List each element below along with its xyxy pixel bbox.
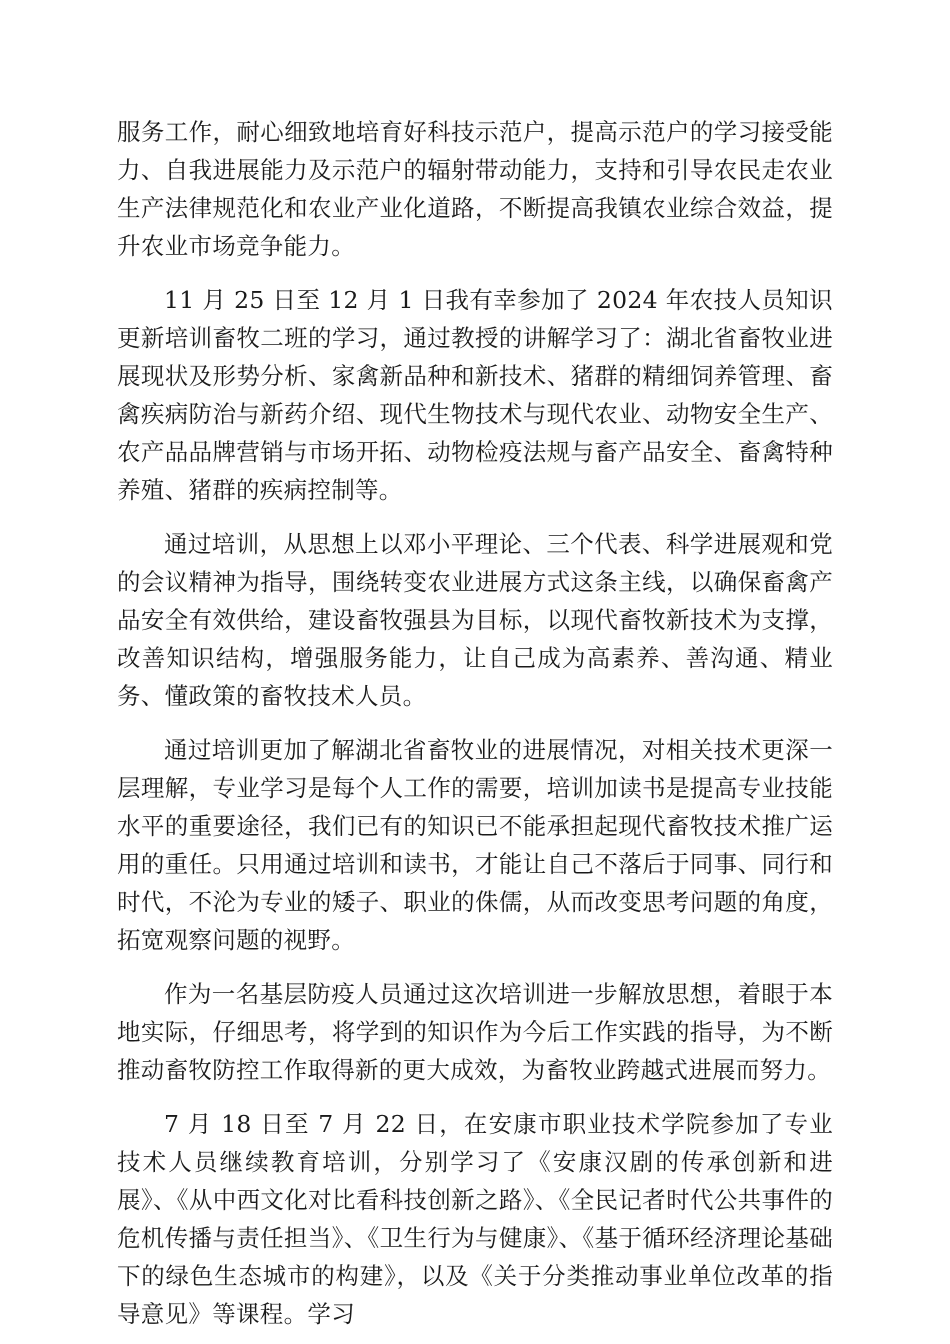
paragraph-grassroots-role: 作为一名基层防疫人员通过这次培训进一步解放思想，着眼于本地实际，仔细思考，将学到的知识作为今后工作实践的指导，为不断推动畜牧防控工作取得新的更大成效，为畜牧业跨越式进展而努力。 (117, 980, 833, 1084)
document-body (117, 113, 833, 1333)
paragraph-training-understanding: 通过培训更加了解湖北省畜牧业的进展情况，对相关技术更深一层理解，专业学习是每个人工作的需要，培训加读书是提高专业技能水平的重要途径，我们已有的知识已不能承担起现代畜牧技术推广运用的重任。只用通过培训和读书，才能让自己不落后于同事、同行和时代，不沦为专业的矮子、职业的侏儒，从而改变思考问题的角度，拓宽观察问题的视野。 (117, 736, 833, 954)
paragraph-training-july: 7 月 18 日至 7 月 22 日，在安康市职业技术学院参加了专业技术人员继续教育培训，分别学习了《安康汉剧的传承创新和进展》、《从中西文化对比看科技创新之路》、《全民记者时代公共事件的危机传播与责任担当》、《卫生行为与健康》、《基于循环经济理论基础下的绿色生态城市的构建》，以及《关于分类推动事业单位改革的指导意见》等课程。学习 (117, 1110, 833, 1328)
paragraph-training-thought: 通过培训，从思想上以邓小平理论、三个代表、科学进展观和党的会议精神为指导，围绕转变农业进展方式这条主线，以确保畜禽产品安全有效供给，建设畜牧强县为目标，以现代畜牧新技术为支撑，改善知识结构，增强服务能力，让自己成为高素养、善沟通、精业务、懂政策的畜牧技术人员。 (117, 530, 833, 710)
paragraph-continued: 服务工作，耐心细致地培育好科技示范户，提高示范户的学习接受能力、自我进展能力及示范户的辐射带动能力，支持和引导农民走农业生产法律规范化和农业产业化道路，不断提高我镇农业综合效益，提升农业市场竞争能力。 (117, 118, 833, 260)
paragraph-training-nov: 11 月 25 日至 12 月 1 日我有幸参加了 2024 年农技人员知识更新培训畜牧二班的学习，通过教授的讲解学习了：湖北省畜牧业进展现状及形势分析、家禽新品种和新技术、猪群的精细饲养管理、畜禽疾病防治与新药介绍、现代生物技术与现代农业、动物安全生产、农产品品牌营销与市场开拓、动物检疫法规与畜产品安全、畜禽特种养殖、猪群的疾病控制等。 (117, 286, 833, 504)
